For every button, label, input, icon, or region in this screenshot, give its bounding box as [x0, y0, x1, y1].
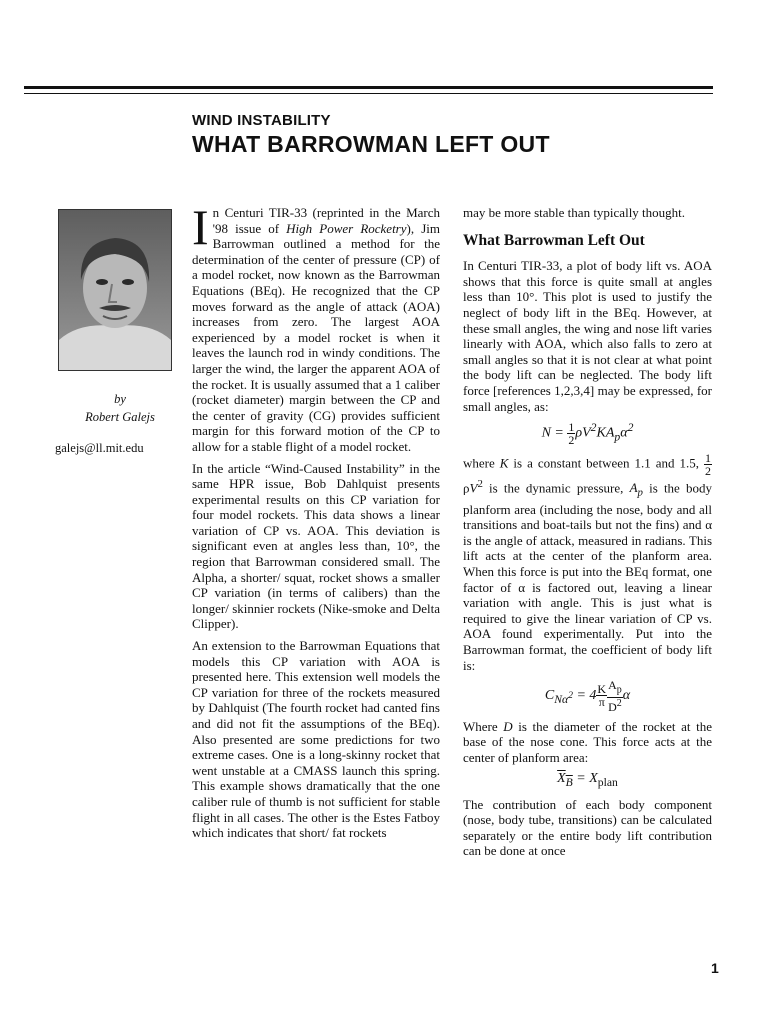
paragraph: In Centuri TIR-33, a plot of body lift vs. AOA shows that this force is quite small at angles less than 10°. This plot is used to justify the neglect of body lift in the BEq. However, at these small angles, the wing and nose lift varies linearly with AOA, which also falls to zero at small angles so that it is not clear at what point the body lift can be neglected. The body lift force [references 1,2,3,4] may be expressed, for small angles, as:	[463, 258, 712, 414]
author-name: Robert Galejs	[85, 410, 155, 424]
article-kicker: WIND INSTABILITY	[192, 112, 331, 129]
paragraph: In the article “Wind-Caused Instability” in the same HPR issue, Bob Dahlquist presents experimental results on this CP variation for four model rockets. This data shows a linear variation of CP vs. AOA. This deviation is significant even at angles less than, 10°, the region that Barrowman considered small. The Alpha, a shorter/ squat, rocket shows a smaller CP variation (in terms of calibers) than the longer/ skinnier rockets (Nike-smoke and Delta Clipper).	[192, 460, 440, 632]
paragraph: The contribution of each body component (nose, body tube, transitions) can be calculated separately or the entire body lift contribution can be done at once	[463, 796, 712, 859]
article-title: WHAT BARROWMAN LEFT OUT	[192, 131, 550, 157]
byline	[30, 390, 210, 426]
paragraph-text: n Centuri TIR-33 (reprinted in the March '98 issue of	[212, 205, 440, 236]
text-column-right	[463, 205, 712, 865]
paragraph: may be more stable than typically thought.	[463, 205, 686, 220]
equation-center-of-area: $X_B = X_{plan}$	[557, 771, 618, 790]
byline-by: by	[114, 392, 126, 406]
magazine-title: High Power Rocketry	[286, 220, 407, 236]
equation-body-lift: N = $\frac{1}{2}$ $\rho V^2KA_p\alpha^2$	[541, 420, 634, 448]
paragraph: An extension to the Barrowman Equations that models this CP variation with AOA is presented here. This extension well models the CP variation for three of the rockets measured by Dahlquist (The fourth rocket had canted fins and did not fit the assumptions of the BEq). Also presented are some predictions for two extreme cases. One is a long-skinny rocket that went unstable at a CMASS launch this spring. This example shows dramatically that the one caliber rule of thumb is not sufficient for stable flight in all cases. The other is the Estes Fatboy which indicates that short/ fat rockets	[192, 638, 440, 841]
paragraph: Where D is the diameter of the rocket at the base of the nose cone. This force acts at the center of planform area:	[463, 718, 712, 765]
section-heading: What Barrowman Left Out	[463, 231, 645, 249]
equation-lift-coefficient: $C_{N\alpha^2} = 4$ $\frac{K}{\pi}$ $\frac{A_p}{D^2}$ α	[544, 678, 631, 714]
paragraph: where K is a constant between 1.1 and 1.5, $\frac{1}{2}$ $\rho V^2$ is the dynamic pressure, $A_p$ is the body planform area (including the nose, body and all transitions and boat-tails but not the fins) and α is the angle of attack, measured in radians. This lift acts at the center of the planform area. When this force is put into the BEq format, one factor of α is factored out, leaving a linear variation with angle. This is just what is required to give the linear variation of CP vs. AOA found experimentally. Put into the Barrowman format, the coefficient of body lift is:	[463, 451, 712, 673]
author-email: galejs@ll.mit.edu	[55, 441, 144, 455]
paragraph-text: ), Jim Barrowman outlined a method for the determination of the center of pressure (CP) of a model rocket, now known as the Barrowman Equations (BEq). He recognized that the CP moves forward as the angle of attack (AOA) increases from zero. The largest AOA experienced by a model rocket is when it leaves the launch rod in windy conditions. The larger the wind, the larger the apparent AOA of the rocket. It is usually assumed that a 1 caliber (rocket diameter) margin between the CP and the center of gravity (CG) provides sufficient margin for this forward motion of the CP to allow for a stable flight of a model rocket.	[192, 220, 440, 454]
author-photo	[58, 209, 172, 371]
text-column-left	[192, 199, 440, 847]
author-portrait-image	[59, 210, 171, 370]
drop-cap: I	[192, 199, 209, 255]
top-rule-thin	[24, 93, 713, 94]
top-rule-thick	[24, 86, 713, 89]
page-number: 1	[711, 960, 719, 976]
paragraph	[192, 199, 440, 455]
